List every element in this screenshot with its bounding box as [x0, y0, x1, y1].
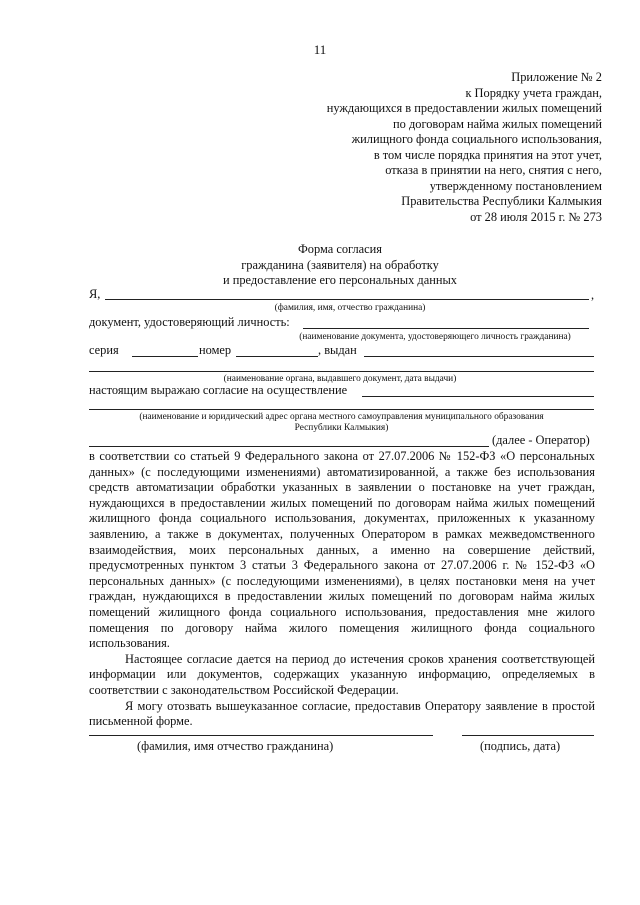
number-label: номер [199, 343, 232, 357]
appendix-line: отказа в принятии на него, снятия с него, [385, 163, 602, 177]
issuer-field[interactable] [89, 371, 594, 372]
appendix-line: Правительства Республики Калмыкия [401, 194, 602, 208]
signature-sign-field[interactable] [462, 735, 594, 736]
consent-field[interactable] [362, 396, 594, 397]
title-line: гражданина (заявителя) на обработку [241, 257, 439, 272]
appendix-line: нуждающихся в предоставлении жилых помещений [326, 101, 602, 115]
appendix-line: утвержденному постановлением [429, 178, 602, 193]
consent-body [89, 449, 595, 730]
operator-field[interactable] [89, 446, 489, 447]
body-paragraph-1: в соответствии со статьей 9 Федерального закона от 27.07.2006 № 152-ФЗ «О персональных данных» (с последующими изменениями) автоматизированной, а также без использования средств автоматизации обработки указанных в заявлении о постановке на учет граждан, нуждающихся в предоставлении жилых помещений по договорам найма жилых помещений жилищного фонда социального использования, документах, приложенных к указанному заявлению, а также в документах, полученных Оператором в рамках межведомственного взаимодействия, моих персональных данных, а именно на совершение действий, предусмотренных пунктом 3 статьи 3 Федерального закона от 27.07.2006 г. № 152-ФЗ «О персональных данных» (с последующими изменениями), в целях постановки меня на учет граждан, нуждающихся в предоставлении жилых помещений по договорам найма жилых помещений жилищного фонда социального использования, предоставления мне жилого помещения по договору найма жилого помещения жилищного фонда социального использования. [89, 449, 595, 651]
organization-field[interactable] [89, 409, 594, 410]
consent-label: настоящим выражаю согласие на осуществление [89, 383, 348, 397]
organization-caption-1: (наименование и юридический адрес органа местного самоуправления муниципального образования [139, 412, 544, 422]
title-line: и предоставление его персональных данных [223, 273, 457, 287]
appendix-line: от 28 июля 2015 г. № 273 [470, 209, 602, 224]
issued-field[interactable] [364, 356, 594, 357]
full-name-caption: (фамилия, имя, отчество гражданина) [274, 303, 426, 313]
series-label: серия [89, 343, 119, 357]
signature-sign-caption: (подпись, дата) [480, 739, 561, 753]
signature-name-caption: (фамилия, имя отчество гражданина) [137, 739, 334, 753]
series-field[interactable] [132, 356, 198, 357]
page-number: 11 [313, 42, 327, 57]
title-line: Форма согласия [297, 242, 382, 256]
appendix-line: в том числе порядка принятия на этот учет, [373, 147, 602, 162]
comma: , [591, 288, 595, 302]
document-caption: (наименование документа, удостоверяющего личность гражданина) [299, 332, 571, 342]
signature-name-field[interactable] [89, 735, 433, 736]
issuer-caption: (наименование органа, выдавшего документ, дата выдачи) [223, 374, 457, 384]
document-field[interactable] [303, 328, 589, 329]
issued-label: , выдан [318, 343, 357, 357]
appendix-block [272, 70, 602, 225]
organization-caption-2: Республики Калмыкия) [294, 423, 389, 433]
full-name-field[interactable] [105, 299, 589, 300]
document-label: документ, удостоверяющий личность: [89, 315, 290, 329]
body-paragraph-2: Настоящее согласие дается на период до истечения сроков хранения соответствующей информации или документов, содержащих указанную информацию, определяемых в соответствии с законодательством Российской Федерации. [89, 651, 595, 697]
operator-label: (далее - Оператор) [492, 433, 590, 447]
appendix-line: к Порядку учета граждан, [465, 85, 602, 100]
form-title [0, 242, 640, 289]
number-field[interactable] [236, 356, 318, 357]
appendix-line: жилищного фонда социального использования, [351, 132, 602, 146]
ya-label: Я, [89, 287, 101, 301]
body-paragraph-3: Я могу отозвать вышеуказанное согласие, предоставив Оператору заявление в простой письменной форме. [89, 698, 595, 729]
appendix-line: по договорам найма жилых помещений [393, 116, 602, 131]
appendix-line: Приложение № 2 [511, 70, 602, 84]
